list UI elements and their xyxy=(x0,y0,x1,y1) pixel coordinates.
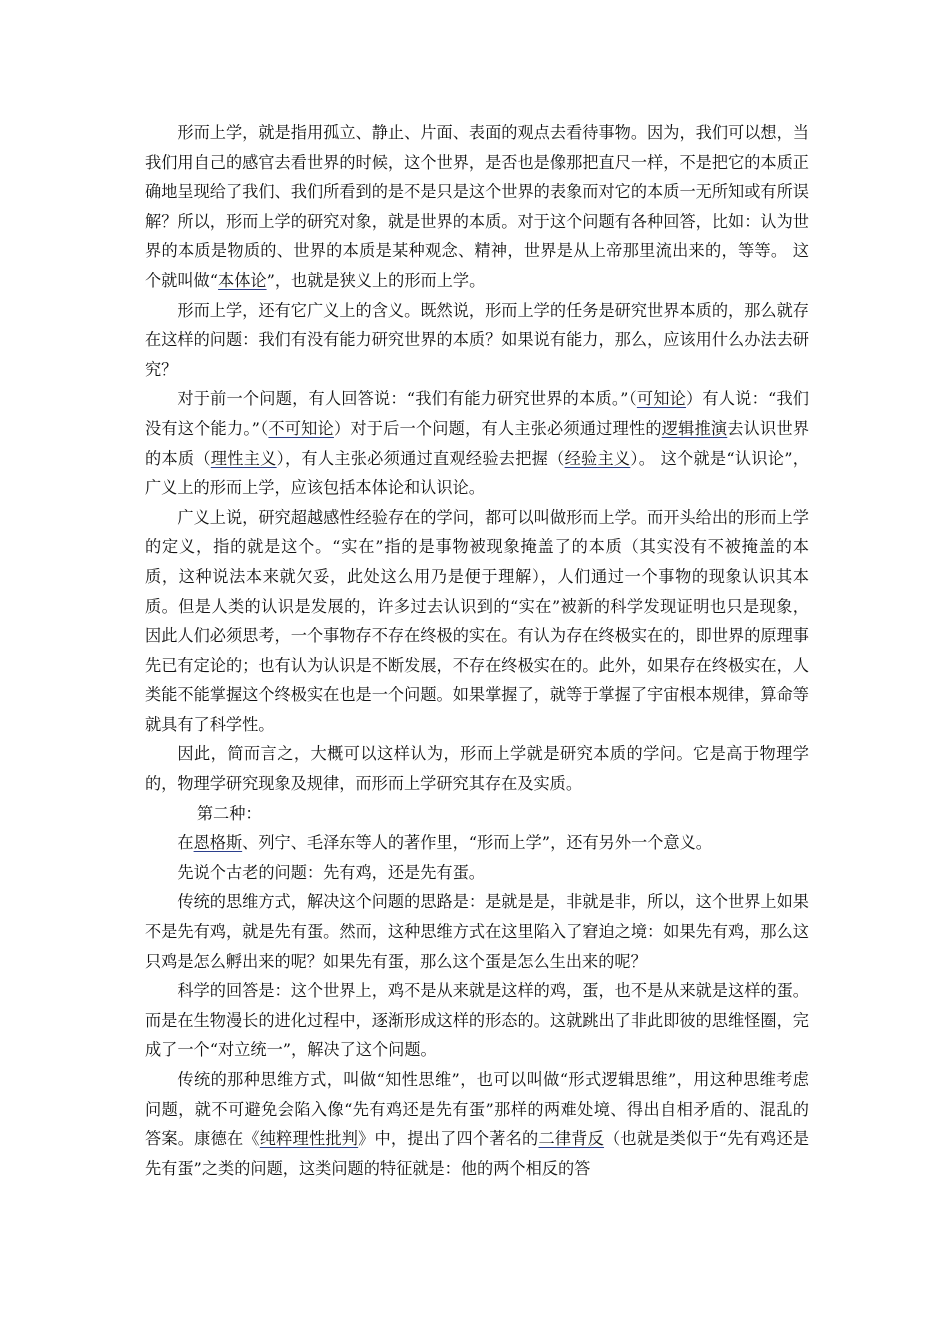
paragraph-summary: 因此，简而言之，大概可以这样认为，形而上学就是研究本质的学问。它是高于物理学的，物理学研究现象及规律，而形而上学研究其存在及实质。 xyxy=(145,744,809,794)
text-run: ），有人主张必须通过直观经验去把握（ xyxy=(276,448,565,468)
link-engels[interactable]: 恩格斯 xyxy=(193,833,243,853)
link-empiricism[interactable]: 经验主义 xyxy=(564,448,631,468)
section-heading-second: 第二种： xyxy=(196,803,262,823)
link-rationalism[interactable]: 理性主义 xyxy=(210,448,277,468)
paragraph-traditional-thinking: 传统的思维方式，解决这个问题的思路是：是就是是，非就是非，所以，这个世界上如果不是先有鸡，就是先有蛋。然而，这种思维方式在这里陷入了窘迫之境：如果先有鸡，那么这只鸡是怎么孵出来的呢？如果先有蛋，那么这个蛋是怎么生出来的呢？ xyxy=(145,892,809,971)
text-run: 去认识世界的本质（ xyxy=(145,418,810,468)
link-antinomy[interactable]: 二律背反 xyxy=(538,1129,605,1149)
text-run: （也就是类似于“先有鸡还是先有蛋”之类的问题，这类问题的特征就是：他的两个相反的答 xyxy=(145,1129,810,1178)
paragraph-epistemology xyxy=(145,384,809,502)
paragraph-reality: 广义上说，研究超越感性经验存在的学问，都可以叫做形而上学。而开头给出的形而上学的定义，指的就是这个。“实在”指的是事物被现象掩盖了的本质（其实没有不被掩盖的本质，这种说法本来就欠妥，此处这么用乃是便于理解），人们通过一个事物的现象认识其本质。但是人类的认识是发展的，许多过去认识到的“实在”被新的科学发现证明也只是现象，因此人们必须思考，一个事物存不存在终极的实在。有认为存在终极实在的，即世界的原理事先已有定论的；也有认为认识是不断发展，不存在终极实在的。此外，如果存在终极实在，人类能不能掌握这个终极实在也是一个问题。如果掌握了，就等于掌握了宇宙根本规律，算命等就具有了科学性。 xyxy=(145,507,809,734)
text-run: 在 xyxy=(177,833,194,853)
link-knowability[interactable]: 可知论 xyxy=(636,389,687,409)
link-agnosticism[interactable]: 不可知论 xyxy=(268,418,334,438)
text-run: 、列宁、毛泽东等人的著作里，“形而上学”，还有另外一个意义。 xyxy=(242,833,712,853)
link-ontology[interactable]: 本体论 xyxy=(218,270,267,290)
text-run: ”，也就是狭义上的形而上学。 xyxy=(266,270,486,290)
paragraph-chicken-egg: 先说个古老的问题：先有鸡，还是先有蛋。 xyxy=(177,862,485,882)
document-page xyxy=(145,118,809,1183)
text-run: ）。 这个就是“认识论”，广义上的形而上学，应该包括本体论和认识论。 xyxy=(145,448,809,498)
text-run: ）有人说：“我们没有这个能力。”（ xyxy=(145,389,809,438)
paragraph-broad-meaning: 形而上学，还有它广义上的含义。既然说，形而上学的任务是研究世界本质的，那么就存在这样的问题：我们有没有能力研究世界的本质？如果说有能力，那么，应该用什么办法去研究？ xyxy=(145,300,809,379)
link-critique-of-pure-reason[interactable]: 纯粹理性批判 xyxy=(259,1129,359,1149)
text-run: ）对于后一个问题，有人主张必须通过理性的 xyxy=(333,418,662,438)
text-run: 》中，提出了四个著名的 xyxy=(358,1129,539,1149)
text-run: 对于前一个问题，有人回答说：“我们有能力研究世界的本质。”（ xyxy=(177,389,637,409)
paragraph-engels xyxy=(145,828,809,858)
paragraph-ontology xyxy=(145,118,809,296)
paragraph-scientific-answer: 科学的回答是：这个世界上，鸡不是从来就是这样的鸡，蛋，也不是从来就是这样的蛋。而是在生物漫长的进化过程中，逐渐形成这样的形态的。这就跳出了非此即彼的思维怪圈，完成了一个“对立统一”，解决了这个问题。 xyxy=(145,981,809,1060)
link-logical-deduction[interactable]: 逻辑推演 xyxy=(661,418,728,438)
text-run: 传统的那种思维方式，叫做“知性思维”，也可以叫做“形式逻辑思维”，用这种思维考虑问题，就不可避免会陷入像“先有鸡还是先有蛋”那样的两难处境、得出自相矛盾的、混乱的答案。康德在《 xyxy=(145,1070,809,1149)
text-run: 形而上学，就是指用孤立、静止、片面、表面的观点去看待事物。因为，我们可以想，当我们用自己的感官去看世界的时候，这个世界，是否也是像那把直尺一样，不是把它的本质正确地呈现给了我们、我们所看到的是不是只是这个世界的表象而对它的本质一无所知或有所误解？所以，形而上学的研究对象，就是世界的本质。对于这个问题有各种回答，比如：认为世界的本质是物质的、世界的本质是某种观念、精神，世界是从上帝那里流出来的，等等。 这个就叫做“ xyxy=(145,123,809,290)
paragraph-kant xyxy=(145,1065,809,1183)
